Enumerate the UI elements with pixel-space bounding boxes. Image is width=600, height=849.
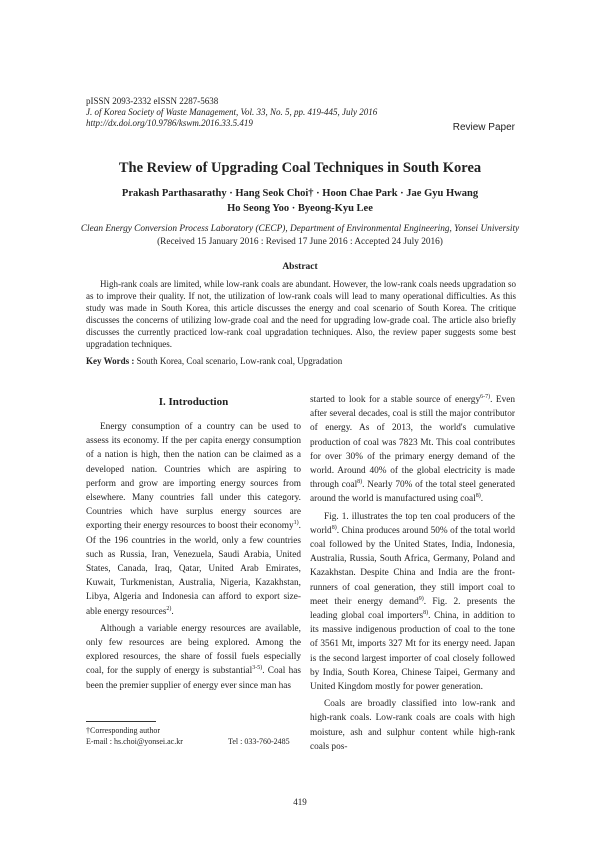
email[interactable]: E-mail : hs.choi@yonsei.ac.kr	[86, 737, 183, 746]
column-left	[86, 420, 301, 696]
paragraph: Fig. 1. illustrates the top ten coal producers of the world$^{8)}$. China produces around 50% of the total world coal followed by the United States, India, Indonesia, Australia, Russia, South Africa, Germany, Poland and Kazakhstan. Despite China and India are the front-runners of coal generation, they still import coal to meet their energy demand$^{9)}$. Fig. 2. presents the leading global coal importers$^{8)}$. China, in addition to its massive indigenous production of coal to the tone of 3561 Mt, imports 327 Mt for its energy need. Japan is the second largest importer of coal closely followed by India, South Korea, Chinese Taipei, Germany and United Kingdom mostly for power generation.	[310, 511, 515, 693]
authors-line-1: Prakash Parthasarathy · Hang Seok Choi† · Hoon Chae Park · Jae Gyu Hwang	[121, 188, 479, 199]
affiliation: Clean Energy Conversion Process Laboratory (CECP), Department of Environmental Engineering, Yonsei University	[80, 224, 520, 234]
paragraph: Coals are broadly classified into low-rank and high-rank coals. Low-rank coals are coals with high moisture, ash and sulphur content while high-rank coals pos-	[310, 699, 515, 752]
authors	[0, 186, 600, 216]
citation: 1)	[293, 520, 299, 527]
paragraph: started to look for a stable source of energy$^{6-7)}$. Even after several decades, coal is still the major contributor of energy. As of 2013, the world's cumulative production of coal was 7823 Mt. This coal contributes for over 30% of the primary energy demand of the world. Around 40% of the global electricity is made through coal$^{8)}$. Nearly 70% of the total steel generated around the world is manufactured using coal$^{8)}$.	[310, 393, 515, 505]
abstract-text: High-rank coals are limited, while low-rank coals are abundant. However, the low-rank coals needs upgradation so as to improve their quality. If not, the utilization of low-rank coals will lead to many operational difficulties. As this study was made in South Korea, this article discusses the energy and coal scenario of South Korea. The critique discusses the concerns of utilizing low-grade coal and the need for upgrading low-grade coal. The article also briefly discusses the currently practiced low-rank coal upgradation techniques. Also, the review paper suggests some best upgradation techniques.	[86, 279, 516, 349]
journal-citation: J. of Korea Society of Waste Management, Vol. 33, No. 5, pp. 419-445, July 2016	[86, 107, 378, 117]
authors-line-2: Ho Seong Yoo · Byeong-Kyu Lee	[227, 203, 373, 214]
keywords	[86, 356, 342, 366]
affiliation-block	[60, 223, 540, 249]
citation: 8)	[423, 609, 429, 616]
section-heading: I. Introduction	[158, 396, 229, 408]
citation: 8)	[331, 524, 337, 531]
page-number: 419	[293, 797, 307, 807]
citation: 6-7)	[480, 393, 491, 400]
footnote	[86, 725, 301, 747]
journal-header	[86, 96, 377, 129]
column-right	[310, 393, 515, 757]
citation: 2)	[166, 605, 172, 612]
abstract-heading: Abstract	[282, 262, 318, 272]
corresponding-author: †Corresponding author	[86, 726, 160, 735]
keywords-label: Key Words :	[86, 356, 135, 366]
issn: pISSN 2093-2332 eISSN 2287-5638	[86, 96, 219, 106]
footnote-divider	[86, 721, 156, 722]
paper-title: The Review of Upgrading Coal Techniques in South Korea	[118, 160, 482, 176]
citation: 8)	[357, 479, 363, 486]
paragraph: Energy consumption of a country can be used to assess its economy. If the per capita energy consumption of a nation is high, then the nation can be claimed as a developed nation. Countries which are aspiring to perform and grow are importing energy sources from elsewhere. Many countries fall under this category. Countries which have surplus energy sources are exporting their energy resources to boost their economy$^{1)}$. Of the 196 countries in the world, only a few countries such as Russia, Iran, Venezuela, Saudi Arabia, United States, Canada, Iraq, Qatar, United Arab Emirates, Kuwait, Turkmenistan, Australia, Nigeria, Kazakhstan, Libya, Algeria and Indonesia can afford to export size-able energy resources$^{2)}$.	[86, 422, 301, 617]
telephone: Tel : 033-760-2485	[228, 737, 290, 746]
citation: 3-5)	[252, 665, 263, 672]
citation: 8)	[475, 493, 481, 500]
keywords-list: South Korea, Coal scenario, Low-rank coal, Upgradation	[134, 356, 343, 366]
paper-type: Review Paper	[452, 122, 515, 133]
submission-dates: (Received 15 January 2016 : Revised 17 June 2016 : Accepted 24 July 2016)	[157, 237, 443, 247]
doi-link[interactable]: http://dx.doi.org/10.9786/kswm.2016.33.5.419	[86, 118, 253, 128]
citation: 9)	[418, 595, 424, 602]
paragraph: Although a variable energy resources are available, only few resources are being explored. Among the explored resources, the share of fossil fuels especially coal, for the supply of energy is substantial$^{3-5)}$. Coal has been the premier supplier of energy ever since man has	[86, 623, 301, 691]
